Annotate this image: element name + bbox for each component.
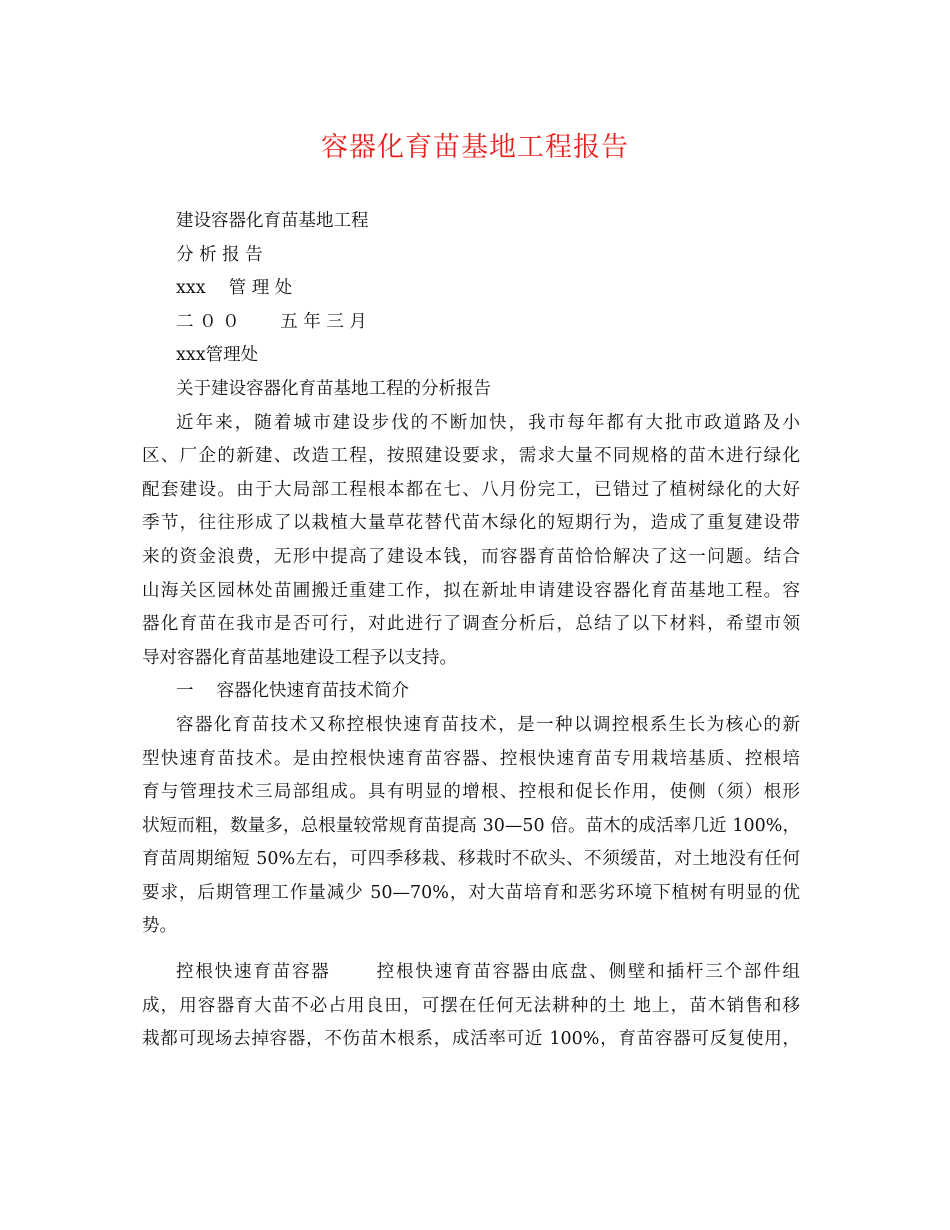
- paragraph-line: 成，用容器育大苗不必占用良田，可摆在任何无法耕种的土 地上，苗木销售和移: [142, 995, 800, 1016]
- section-heading: 一 容器化快速育苗技术简介: [176, 681, 410, 702]
- document-body: [142, 205, 800, 1057]
- paragraph-line: 控根快速育苗容器 控根快速育苗容器由底盘、侧壁和插杆三个部件组: [176, 962, 800, 983]
- paragraph-line: 栽都可现场去掉容器，不伤苗木根系，成活率可近 100%，育苗容器可反复使用，: [142, 1029, 800, 1050]
- paragraph-line: 配套建设。由于大局部工程根本都在七、八月份完工，已错过了植树绿化的大好: [142, 479, 800, 500]
- front-line: 建设容器化育苗基地工程: [176, 211, 369, 231]
- paragraph-gap: [142, 944, 800, 956]
- paragraph-line: 区、厂企的新建、改造工程，按照建设要求，需求大量不同规格的苗木进行绿化: [142, 446, 800, 467]
- paragraph-line: 来的资金浪费，无形中提高了建设本钱，而容器育苗恰恰解决了这一问题。结合: [142, 546, 800, 567]
- paragraph-line: 容器化育苗技术又称控根快速育苗技术，是一种以调控根系生长为核心的新: [176, 714, 800, 735]
- front-line: xxx 管 理 处: [176, 278, 293, 299]
- paragraph-line: 山海关区园林处苗圃搬迁重建工作，拟在新址申请建设容器化育苗基地工程。容: [142, 580, 800, 601]
- front-line: 二 ０ ０ 五 年 三 月: [176, 311, 367, 332]
- document-title: 容器化育苗基地工程报告: [321, 132, 629, 163]
- front-line: 分 析 报 告: [176, 244, 263, 265]
- paragraph-line: 要求，后期管理工作量减少 50—70%，对大苗培育和恶劣环境下植树有明显的优: [142, 882, 800, 903]
- paragraph-line: 型快速育苗技术。是由控根快速育苗容器、控根快速育苗专用栽培基质、控根培: [142, 748, 800, 769]
- paragraph-line: 状短而粗，数量多，总根量较常规育苗提高 30—50 倍。苗木的成活率几近 100%，: [142, 815, 800, 836]
- paragraph-line: 导对容器化育苗基地建设工程予以支持。: [142, 647, 457, 668]
- paragraph-line: 近年来，随着城市建设步伐的不断加快，我市每年都有大批市政道路及小: [176, 412, 800, 433]
- paragraph-line: 势。: [142, 916, 177, 937]
- front-line: xxx管理处: [176, 345, 259, 366]
- report-subtitle: 关于建设容器化育苗基地工程的分析报告: [176, 378, 491, 399]
- paragraph-line: 育与管理技术三局部组成。具有明显的增根、控根和促长作用，使侧（须）根形: [142, 782, 800, 803]
- paragraph-line: 育苗周期缩短 50%左右，可四季移栽、移栽时不砍头、不须缓苗，对土地没有任何: [142, 849, 800, 870]
- paragraph-line: 器化育苗在我市是否可行，对此进行了调查分析后，总结了以下材料，希望市领: [142, 614, 800, 635]
- paragraph-line: 季节，往往形成了以栽植大量草花替代苗木绿化的短期行为，造成了重复建设带: [142, 513, 800, 534]
